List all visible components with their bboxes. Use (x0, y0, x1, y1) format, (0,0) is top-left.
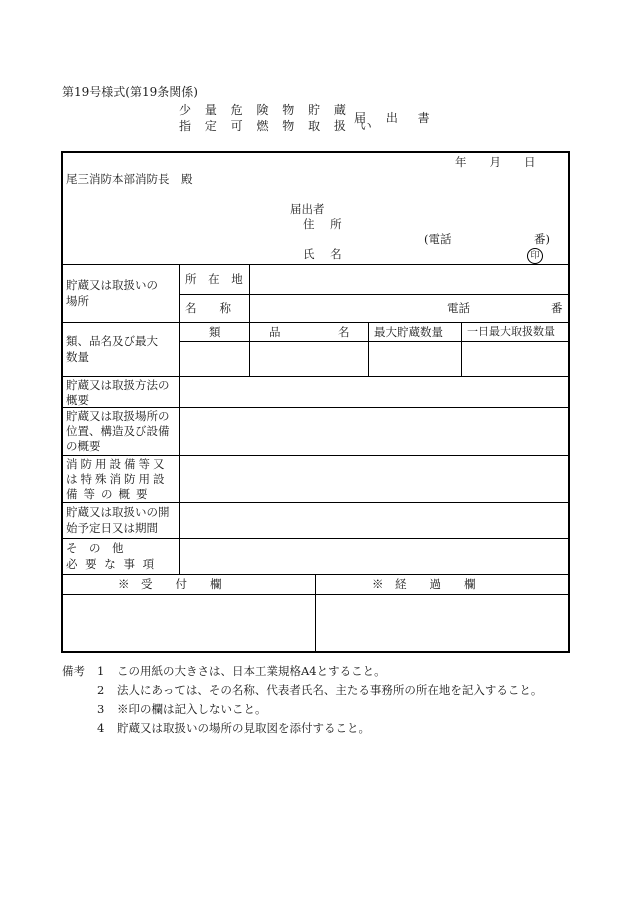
col-item: 品 (269, 325, 281, 339)
rule-location-mid (179, 294, 570, 295)
phone-suffix: 番) (534, 232, 550, 246)
note-text: 貯蔵又は取扱いの場所の見取図を添付すること。 (117, 721, 370, 735)
rule-footer-split (315, 574, 316, 653)
rule-col-item (368, 322, 369, 376)
rule-location-label-col (249, 264, 250, 322)
title-line-1: 少 量 危 険 物 貯 蔵 (179, 103, 351, 117)
notes (62, 662, 542, 738)
title-suffix: 届 出 書 (354, 111, 438, 125)
note-text: この用紙の大きさは、日本工業規格A4とすること。 (117, 664, 386, 678)
col-item-2: 名 (338, 325, 350, 339)
col-daily-max: 一日最大取扱数量 (467, 325, 555, 338)
rule-col-class (249, 322, 250, 376)
note-item (62, 662, 542, 681)
rule-after-applicant (61, 264, 570, 265)
other-label-line-2: 必 要 な 事 項 (66, 557, 157, 571)
method-label-line-2: 概要 (66, 393, 89, 407)
type-label-line-2: 数量 (66, 350, 89, 364)
note-text: 法人にあっては、その名称、代表者氏名、主たる事務所の所在地を記入すること。 (117, 683, 543, 697)
col-class: 類 (209, 325, 221, 339)
progress-column-header: ※ 経 過 欄 (372, 577, 476, 591)
note-item (62, 719, 542, 738)
method-label-line-1: 貯蔵又は取扱方法の (66, 378, 170, 392)
address-label: 住 所 (303, 217, 348, 231)
structure-label-line-1: 貯蔵又は取扱場所の (66, 409, 170, 423)
reception-column-header: ※ 受 付 欄 (118, 577, 222, 591)
seal-icon: 印 (527, 248, 543, 264)
notes-head: 備考 (62, 664, 85, 678)
note-number: 3 (97, 702, 105, 716)
addressee: 尾三消防本部消防長 殿 (66, 172, 193, 186)
fire-label-line-2: は特殊消防用設 (66, 472, 168, 486)
structure-label-line-3: の概要 (66, 439, 101, 453)
title-line-2: 指 定 可 燃 物 取 扱 い (179, 119, 377, 133)
name-label: 氏 名 (303, 247, 348, 261)
applicant-label: 届出者 (290, 202, 325, 216)
period-label-line-1: 貯蔵又は取扱いの開 (66, 505, 170, 519)
other-label-line-1: そ の 他 (66, 541, 124, 555)
note-number: 2 (97, 683, 105, 697)
note-text: ※印の欄は記入しないこと。 (117, 702, 267, 716)
location-label-line-2: 場所 (66, 294, 89, 308)
type-label-line-1: 類、品名及び最大 (66, 334, 158, 348)
facility-phone-suffix: 番 (551, 301, 563, 315)
name-cell-label: 名 称 (185, 301, 231, 315)
structure-label-line-2: 位置、構造及び設備 (66, 424, 170, 438)
rule-col-storage (461, 322, 462, 376)
facility-phone-label: 電話 (447, 301, 470, 315)
rule-after-period (61, 538, 570, 539)
rule-label-column (179, 264, 180, 574)
note-item (62, 700, 542, 719)
period-label-line-2: 始予定日又は期間 (66, 521, 158, 535)
note-number: 4 (97, 721, 105, 735)
fire-label-line-3: 備等の概要 (66, 487, 154, 501)
date-field[interactable]: 年 月 日 (455, 155, 536, 169)
col-max-storage: 最大貯蔵数量 (374, 325, 443, 339)
location-label-line-1: 貯蔵又は取扱いの (66, 278, 158, 292)
address-cell-label: 所 在 地 (185, 272, 247, 286)
rule-after-col-header (179, 341, 570, 342)
phone-label: (電話 (424, 232, 452, 246)
form-number: 第19号様式(第19条関係) (62, 85, 198, 99)
note-item (62, 681, 542, 700)
note-number: 1 (97, 664, 105, 678)
rule-after-location (61, 322, 570, 323)
rule-after-fire (61, 502, 570, 503)
fire-label-line-1: 消防用設備等又 (66, 457, 168, 471)
